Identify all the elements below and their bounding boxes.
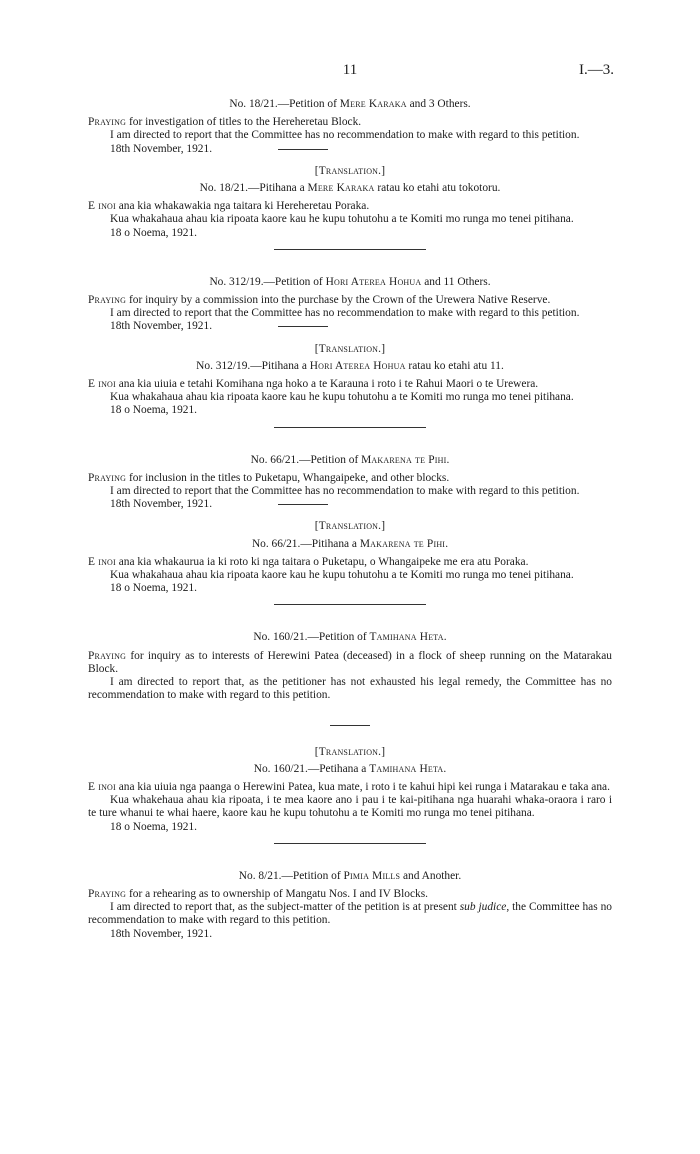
translation-inoi: E inoi ana kia whakaurua ia ki roto ki nga taitara o Puketapu, o Whangaipeke me era atu Poraka. bbox=[88, 555, 529, 568]
translation-heading: No. 160/21.—Petihana a Tamihana Heta. bbox=[253, 762, 447, 775]
translation-date: 18 o Noema, 1921. bbox=[110, 820, 197, 833]
document-body bbox=[88, 98, 612, 941]
translation-heading: No. 312/19.—Pitihana a Hori Aterea Hohua ratau ko etahi atu 11. bbox=[196, 359, 504, 372]
committee-report: I am directed to report that, as the petitioner has not exhausted his legal remedy, the Committee has no recommendation to make with regard to this petition. bbox=[88, 676, 612, 702]
report-date: 18th November, 1921. bbox=[110, 927, 213, 940]
petition-heading: No. 160/21.—Petition of Tamihana Heta. bbox=[253, 631, 447, 644]
report-date: 18th November, 1921. bbox=[88, 320, 612, 333]
section-divider bbox=[274, 427, 426, 428]
page-reference: I.—3. bbox=[579, 62, 614, 78]
petition-section bbox=[88, 98, 612, 250]
translation-date: 18 o Noema, 1921. bbox=[110, 226, 197, 239]
translation-heading: No. 66/21.—Pitihana a Makarena te Pihi. bbox=[251, 537, 449, 550]
translation-report: Kua whakehaua ahau kia ripoata, i te mea kaore ano i pau i te kai-pitihana nga huarahi whaka-oraora i raro i te ture whanui te whai haere, kaore kau he kupu tohutohu a te Komiti mo runga mo tenei pitihana. bbox=[88, 794, 612, 820]
petition-praying: Praying for inclusion in the titles to Puketapu, Whangaipeke, and other blocks. bbox=[88, 471, 450, 484]
translation-date: 18 o Noema, 1921. bbox=[110, 404, 197, 417]
page-number: 11 bbox=[342, 62, 358, 78]
committee-report: I am directed to report that the Committee has no recommendation to make with regard to this petition. bbox=[110, 485, 580, 498]
short-divider bbox=[330, 725, 370, 726]
translation-inoi: E inoi ana kia uiuia e tetahi Komihana nga hoko a te Karauna i roto i te Rahui Maori o te Urewera. bbox=[88, 378, 539, 391]
report-date: 18th November, 1921. bbox=[88, 498, 612, 511]
petition-heading: No. 18/21.—Petition of Mere Karaka and 3 Others. bbox=[229, 98, 471, 110]
petition-section bbox=[88, 276, 612, 428]
committee-report: I am directed to report that the Committee has no recommendation to make with regard to this petition. bbox=[110, 129, 580, 142]
petition-praying: Praying for investigation of titles to the Hereheretau Block. bbox=[88, 116, 362, 129]
committee-report: I am directed to report that, as the subject-matter of the petition is at present sub judice, the Committee has no recommendation to make with regard to this petition. bbox=[88, 901, 612, 927]
translation-report: Kua whakahaua ahau kia ripoata kaore kau he kupu tohutohu a te Komiti mo runga mo tenei pitihana. bbox=[110, 391, 574, 404]
translation-date: 18 o Noema, 1921. bbox=[110, 582, 197, 595]
committee-report: I am directed to report that the Committee has no recommendation to make with regard to this petition. bbox=[110, 307, 580, 320]
translation-label: [Translation.] bbox=[314, 164, 386, 177]
translation-heading: No. 18/21.—Pitihana a Mere Karaka ratau ko etahi atu tokotoru. bbox=[199, 182, 501, 195]
translation-inoi: E inoi ana kia uiuia nga paanga o Herewini Patea, kua mate, i roto i te kahui hipi kei runga i Matarakau e taka ana. bbox=[88, 780, 610, 793]
petition-heading: No. 312/19.—Petition of Hori Aterea Hohua and 11 Others. bbox=[209, 275, 491, 288]
report-date: 18th November, 1921. bbox=[88, 143, 612, 156]
translation-report: Kua whakahaua ahau kia ripoata kaore kau he kupu tohutohu a te Komiti mo runga mo tenei pitihana. bbox=[110, 213, 574, 226]
section-divider bbox=[274, 843, 426, 844]
petition-heading: No. 8/21.—Petition of Pimia Mills and Another. bbox=[238, 869, 462, 882]
petition-section bbox=[88, 454, 612, 606]
petition-praying: Praying for inquiry by a commission into the purchase by the Crown of the Urewera Native Reserve. bbox=[88, 294, 551, 307]
section-divider bbox=[274, 604, 426, 605]
translation-inoi: E inoi ana kia whakawakia nga taitara ki Hereheretau Poraka. bbox=[88, 200, 370, 213]
petition-section bbox=[88, 870, 612, 941]
petition-praying: Praying for inquiry as to interests of Herewini Patea (deceased) in a flock of sheep running on the Matarakau Block. bbox=[88, 649, 612, 675]
translation-label: [Translation.] bbox=[314, 745, 386, 758]
translation-label: [Translation.] bbox=[314, 520, 386, 533]
translation-label: [Translation.] bbox=[314, 342, 386, 355]
section-divider bbox=[274, 249, 426, 250]
petition-heading: No. 66/21.—Petition of Makarena te Pihi. bbox=[250, 453, 450, 466]
petition-praying: Praying for a rehearing as to ownership of Mangatu Nos. I and IV Blocks. bbox=[88, 887, 429, 900]
petition-section bbox=[88, 631, 612, 843]
translation-report: Kua whakahaua ahau kia ripoata kaore kau he kupu tohutohu a te Komiti mo runga mo tenei pitihana. bbox=[110, 569, 574, 582]
